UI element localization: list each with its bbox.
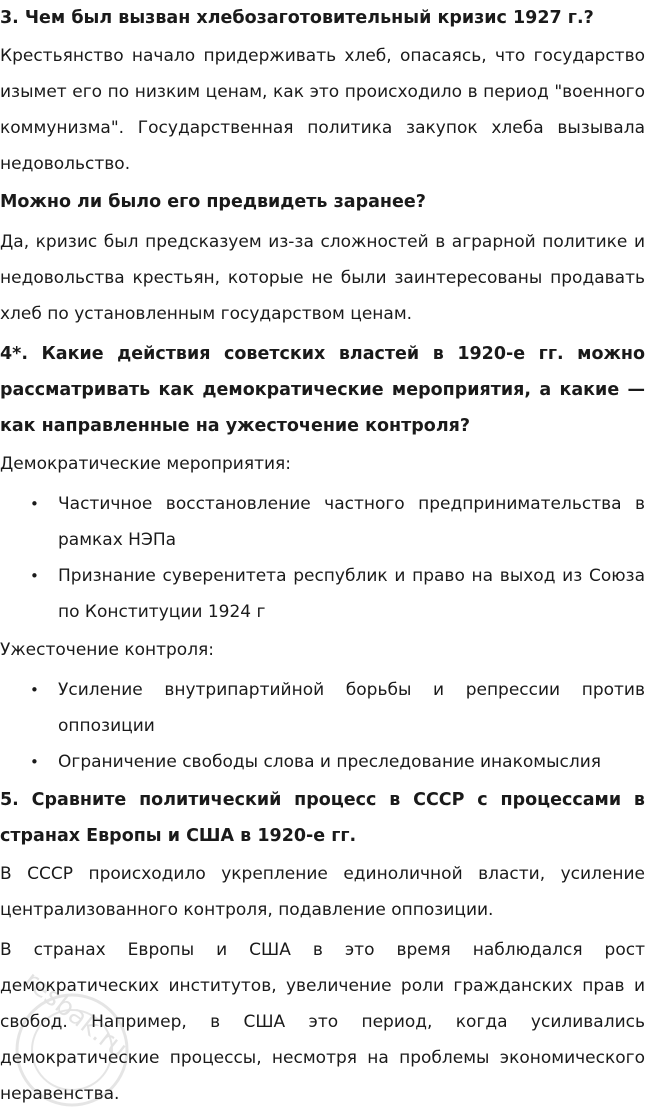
democratic-list — [0, 486, 645, 630]
question-3-subheading: Можно ли было его предвидеть заранее? — [0, 192, 426, 212]
list-item-text: Ограничение свободы слова и преследование инакомыслия — [58, 752, 601, 772]
control-label: Ужесточение контроля: — [0, 640, 215, 660]
question-5-answer-1: В СССР происходило укрепление единоличной власти, усиление централизованного контроля, подавление оппозиции. — [0, 864, 645, 920]
bullet-icon: • — [30, 753, 39, 771]
bullet-icon: • — [30, 567, 39, 585]
list-item-text: Признание суверенитета республик и право на выход из Союза по Конституции 1924 г — [58, 566, 645, 622]
question-5-heading: 5. Сравните политический процесс в СССР с процессами в странах Европы и США в 1920-е гг. — [0, 790, 645, 846]
democratic-label: Демократические мероприятия: — [0, 454, 291, 474]
question-3-subanswer: Да, кризис был предсказуем из-за сложностей в аграрной политике и недовольства крестьян, которые не были заинтересованы продавать хлеб по установленным государством ценам. — [0, 232, 645, 324]
list-item-text: Усиление внутрипартийной борьбы и репрессии против оппозиции — [58, 680, 645, 736]
question-5-answer-2: В странах Европы и США в это время наблюдался рост демократических институтов, увеличение роли гражданских прав и свобод. Например, в США это период, когда усиливались демократические процессы, несмотря на проблемы экономического неравенства. — [0, 940, 645, 1104]
list-item-text: Частичное восстановление частного предпринимательства в рамках НЭПа — [58, 494, 645, 550]
watermark-text: resbak.ru — [17, 965, 133, 1065]
question-4-heading: 4*. Какие действия советских властей в 1920-е гг. можно рассматривать как демократические мероприятия, а какие — как направленные на ужесточение контроля? — [0, 344, 645, 436]
list-item — [0, 672, 645, 744]
bullet-icon: • — [30, 681, 39, 699]
bullet-icon: • — [30, 495, 39, 513]
control-list — [0, 672, 645, 780]
question-3-heading: 3. Чем был вызван хлебозаготовительный кризис 1927 г.? — [0, 8, 594, 28]
list-item — [0, 486, 645, 558]
list-item — [0, 558, 645, 630]
list-item — [0, 744, 645, 780]
question-3-answer: Крестьянство начало придерживать хлеб, опасаясь, что государство изымет его по низким ценам, как это происходило в период "военного коммунизма". Государственная политика закупок хлеба вызывала недовольство. — [0, 46, 645, 174]
